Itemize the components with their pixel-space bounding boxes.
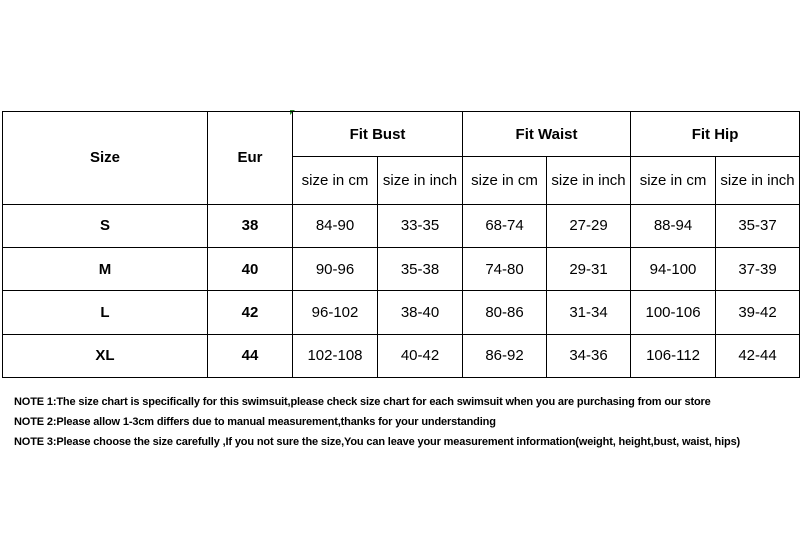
waist-inch-cell: 29-31 xyxy=(547,247,631,290)
fit-hip-header: Fit Hip xyxy=(631,112,800,157)
bust-inch-cell: 35-38 xyxy=(378,247,463,290)
waist-inch-cell: 31-34 xyxy=(547,291,631,334)
size-column-header: Size xyxy=(3,112,208,205)
hip-inch-cell: 42-44 xyxy=(716,334,800,377)
bust-cm-header: size in cm xyxy=(293,157,378,204)
note-1: NOTE 1:The size chart is specifically for this swimsuit,please check size chart for each swimsuit when you are purchasing from our store xyxy=(14,396,711,408)
waist-cm-cell: 74-80 xyxy=(463,247,547,290)
eur-cell: 44 xyxy=(208,334,293,377)
hip-inch-cell: 39-42 xyxy=(716,291,800,334)
hip-inch-cell: 35-37 xyxy=(716,204,800,247)
bust-inch-header: size in inch xyxy=(378,157,463,204)
table-row xyxy=(3,204,800,247)
waist-cm-cell: 80-86 xyxy=(463,291,547,334)
hip-cm-cell: 100-106 xyxy=(631,291,716,334)
waist-cm-header: size in cm xyxy=(463,157,547,204)
size-cell: L xyxy=(3,291,208,334)
size-cell: S xyxy=(3,204,208,247)
hip-inch-header: size in inch xyxy=(716,157,800,204)
notes-section xyxy=(14,392,794,452)
hip-inch-cell: 37-39 xyxy=(716,247,800,290)
header-row-groups xyxy=(3,112,800,157)
bust-cm-cell: 84-90 xyxy=(293,204,378,247)
bust-inch-cell: 33-35 xyxy=(378,204,463,247)
fit-waist-header: Fit Waist xyxy=(463,112,631,157)
waist-inch-header: size in inch xyxy=(547,157,631,204)
waist-cm-cell: 68-74 xyxy=(463,204,547,247)
bust-inch-cell: 38-40 xyxy=(378,291,463,334)
waist-inch-cell: 34-36 xyxy=(547,334,631,377)
table-row xyxy=(3,334,800,377)
table-row xyxy=(3,247,800,290)
size-cell: M xyxy=(3,247,208,290)
note-2: NOTE 2:Please allow 1-3cm differs due to manual measurement,thanks for your understanding xyxy=(14,416,496,428)
hip-cm-header: size in cm xyxy=(631,157,716,204)
eur-column-header: Eur xyxy=(208,112,293,205)
waist-cm-cell: 86-92 xyxy=(463,334,547,377)
size-chart-table xyxy=(2,111,800,378)
hip-cm-cell: 94-100 xyxy=(631,247,716,290)
fit-bust-header: Fit Bust xyxy=(293,112,463,157)
size-cell: XL xyxy=(3,334,208,377)
bust-cm-cell: 90-96 xyxy=(293,247,378,290)
eur-cell: 38 xyxy=(208,204,293,247)
waist-inch-cell: 27-29 xyxy=(547,204,631,247)
bust-cm-cell: 96-102 xyxy=(293,291,378,334)
eur-cell: 42 xyxy=(208,291,293,334)
note-3: NOTE 3:Please choose the size carefully ,If you not sure the size,You can leave your measurement information(weight, height,bust, waist, hips) xyxy=(14,436,741,448)
bust-cm-cell: 102-108 xyxy=(293,334,378,377)
hip-cm-cell: 88-94 xyxy=(631,204,716,247)
eur-cell: 40 xyxy=(208,247,293,290)
hip-cm-cell: 106-112 xyxy=(631,334,716,377)
bust-inch-cell: 40-42 xyxy=(378,334,463,377)
table-row xyxy=(3,291,800,334)
